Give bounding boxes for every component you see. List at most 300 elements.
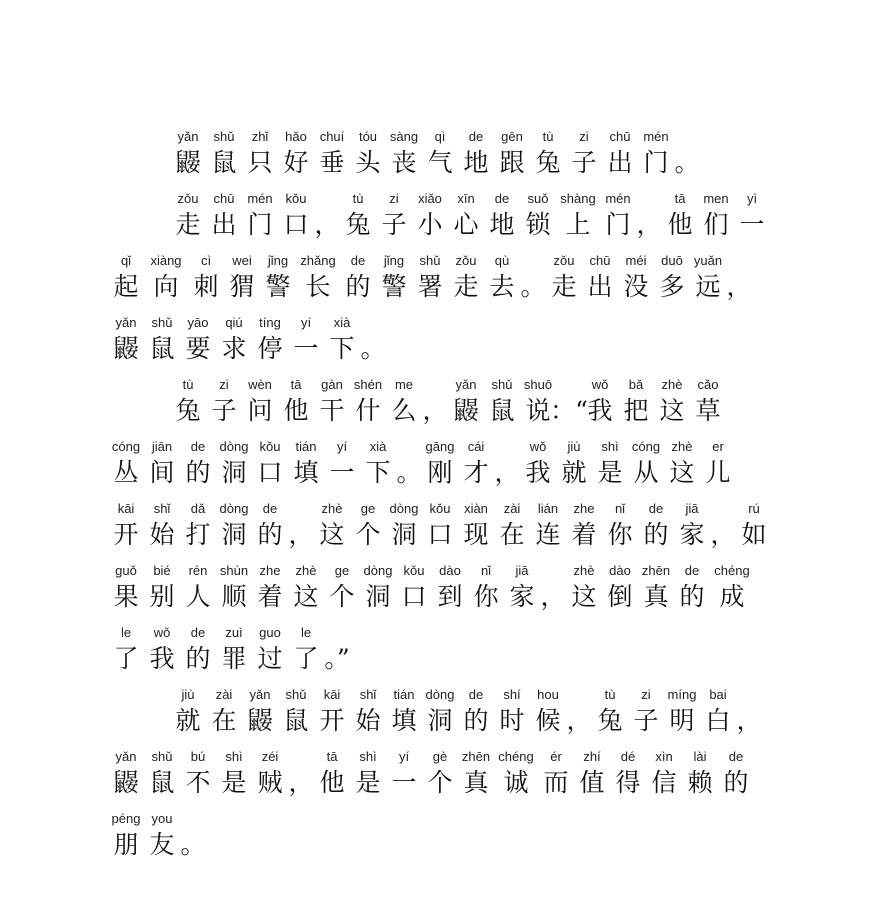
hanzi-character: ， xyxy=(314,210,340,239)
pinyin-label: yí xyxy=(398,749,410,764)
character-cell xyxy=(170,128,206,180)
punctuation-cell xyxy=(520,252,546,304)
character-cell xyxy=(376,252,412,304)
character-cell xyxy=(386,686,422,738)
pinyin-label: méi xyxy=(625,253,647,268)
hanzi-character: 得 xyxy=(615,768,641,797)
punctuation-cell xyxy=(422,376,448,428)
character-cell xyxy=(108,314,144,366)
character-cell xyxy=(520,190,556,242)
character-cell xyxy=(206,128,242,180)
hanzi-character: 去 xyxy=(489,272,515,301)
character-cell xyxy=(422,128,458,180)
pinyin-label: zhe xyxy=(573,501,595,516)
hanzi-character: 始 xyxy=(355,706,381,735)
character-cell xyxy=(646,748,682,800)
character-cell xyxy=(170,376,206,428)
character-cell xyxy=(216,562,252,614)
pinyin-label: shǔ xyxy=(419,253,441,268)
pinyin-label: yǎn xyxy=(455,377,477,392)
hanzi-character: 赖 xyxy=(687,768,713,797)
hanzi-character: 门 xyxy=(247,210,273,239)
pinyin-label: ge xyxy=(360,501,376,516)
pinyin-label: chū xyxy=(213,191,235,206)
character-cell xyxy=(144,624,180,676)
pinyin-label: chéng xyxy=(498,749,534,764)
pinyin-label: guo xyxy=(259,625,281,640)
character-cell xyxy=(386,500,422,552)
pinyin-label: shùn xyxy=(219,563,249,578)
pinyin-label: shì xyxy=(359,749,377,764)
hanzi-character: 到 xyxy=(437,582,463,611)
punctuation-cell xyxy=(288,500,314,552)
pinyin-label: kǒu xyxy=(259,439,281,454)
punctuation-cell xyxy=(566,686,592,738)
pinyin-label: lián xyxy=(537,501,559,516)
character-cell xyxy=(224,252,260,304)
character-cell xyxy=(690,376,726,428)
character-cell xyxy=(448,190,484,242)
character-cell xyxy=(324,438,360,490)
pinyin-label: yāo xyxy=(187,315,209,330)
character-cell xyxy=(422,748,458,800)
character-cell xyxy=(674,562,710,614)
character-cell xyxy=(360,438,396,490)
pinyin-label: gāng xyxy=(425,439,455,454)
hanzi-character: 刚 xyxy=(427,458,453,487)
pinyin-label: kǒu xyxy=(285,191,307,206)
pinyin-label: de xyxy=(494,191,510,206)
character-cell xyxy=(494,748,538,800)
hanzi-character: 这 xyxy=(659,396,685,425)
hanzi-character: 始 xyxy=(149,520,175,549)
pinyin-label: yǎn xyxy=(115,749,137,764)
hanzi-character: 值 xyxy=(579,768,605,797)
character-cell xyxy=(144,500,180,552)
character-cell xyxy=(296,252,340,304)
pinyin-label: shǔ xyxy=(491,377,513,392)
character-cell xyxy=(386,376,422,428)
hanzi-character: 人 xyxy=(185,582,211,611)
hanzi-character: 是 xyxy=(355,768,381,797)
character-cell xyxy=(350,128,386,180)
hanzi-character: 。 xyxy=(396,458,422,487)
character-cell xyxy=(314,500,350,552)
hanzi-character: 洞 xyxy=(427,706,453,735)
pinyin-label: zhè xyxy=(321,501,343,516)
hanzi-character: 候 xyxy=(535,706,561,735)
pinyin-label: le xyxy=(300,625,312,640)
hanzi-character: 他 xyxy=(667,210,693,239)
hanzi-character: 。 xyxy=(360,334,386,363)
hanzi-character: 下 xyxy=(365,458,391,487)
character-cell xyxy=(422,686,458,738)
hanzi-character: 着 xyxy=(257,582,283,611)
hanzi-character: 长 xyxy=(305,272,331,301)
character-cell xyxy=(664,686,700,738)
character-cell xyxy=(448,376,484,428)
pinyin-label: yuǎn xyxy=(693,253,723,268)
hanzi-character: 间 xyxy=(149,458,175,487)
pinyin-label: de xyxy=(190,439,206,454)
character-cell xyxy=(252,500,288,552)
character-cell xyxy=(662,190,698,242)
character-cell xyxy=(682,748,718,800)
hanzi-character: 打 xyxy=(185,520,211,549)
character-cell xyxy=(180,314,216,366)
character-cell xyxy=(216,438,252,490)
pinyin-label: tù xyxy=(352,191,364,206)
text-line xyxy=(108,128,768,180)
punctuation-cell xyxy=(736,686,762,738)
pinyin-label: péng xyxy=(111,811,141,826)
character-cell xyxy=(700,686,736,738)
pinyin-label: xiàng xyxy=(150,253,182,268)
character-cell xyxy=(170,190,206,242)
text-line xyxy=(108,562,768,614)
pinyin-label: shì xyxy=(225,749,243,764)
hanzi-character: 什 xyxy=(355,396,381,425)
pinyin-label: qì xyxy=(434,129,446,144)
character-cell xyxy=(674,500,710,552)
pinyin-label: wèn xyxy=(248,377,272,392)
character-cell xyxy=(216,624,252,676)
pinyin-label: rú xyxy=(748,501,760,516)
pinyin-label: zhe xyxy=(259,563,281,578)
pinyin-label: shǔ xyxy=(213,129,235,144)
hanzi-character: 上 xyxy=(565,210,591,239)
character-cell xyxy=(458,500,494,552)
hanzi-character: 鼹 xyxy=(175,148,201,177)
hanzi-character: 现 xyxy=(463,520,489,549)
character-cell xyxy=(566,128,602,180)
hanzi-character: 的 xyxy=(345,272,371,301)
hanzi-character: 口 xyxy=(283,210,309,239)
pinyin-label: míng xyxy=(667,687,697,702)
text-line xyxy=(108,624,768,676)
pinyin-label: chuí xyxy=(319,129,345,144)
character-cell xyxy=(288,624,324,676)
hanzi-character: 成 xyxy=(719,582,745,611)
pinyin-label: zi xyxy=(579,129,589,144)
character-cell xyxy=(188,252,224,304)
hanzi-character: 猬 xyxy=(229,272,255,301)
character-cell xyxy=(458,438,494,490)
character-cell xyxy=(108,500,144,552)
hanzi-character: 问 xyxy=(247,396,273,425)
pinyin-label: ge xyxy=(334,563,350,578)
pinyin-label: cì xyxy=(200,253,212,268)
pinyin-label: jiā xyxy=(515,563,529,578)
hanzi-character: 草 xyxy=(695,396,721,425)
pinyin-label: de xyxy=(728,749,744,764)
hanzi-character: 气 xyxy=(427,148,453,177)
pinyin-label: hǎo xyxy=(285,129,307,144)
character-cell xyxy=(504,562,540,614)
hanzi-character: 在 xyxy=(211,706,237,735)
hanzi-character: 鼹 xyxy=(247,706,273,735)
hanzi-character: 了 xyxy=(113,644,139,673)
pinyin-label: zhǎng xyxy=(300,253,336,268)
character-cell xyxy=(108,562,144,614)
hanzi-character: 时 xyxy=(499,706,525,735)
character-cell xyxy=(494,128,530,180)
hanzi-character: 鼠 xyxy=(489,396,515,425)
pinyin-label: kāi xyxy=(117,501,135,516)
hanzi-character: 鼠 xyxy=(283,706,309,735)
character-cell xyxy=(360,562,396,614)
hanzi-character: 他 xyxy=(319,768,345,797)
text-line xyxy=(108,748,768,800)
hanzi-character: 门 xyxy=(605,210,631,239)
pinyin-label: dé xyxy=(620,749,636,764)
pinyin-label: zi xyxy=(219,377,229,392)
character-cell xyxy=(216,748,252,800)
hanzi-character: 从 xyxy=(633,458,659,487)
character-cell xyxy=(340,252,376,304)
character-cell xyxy=(252,624,288,676)
character-cell xyxy=(376,190,412,242)
hanzi-character: 一 xyxy=(329,458,355,487)
character-cell xyxy=(664,438,700,490)
character-cell xyxy=(144,314,180,366)
character-cell xyxy=(242,376,278,428)
character-cell xyxy=(180,500,216,552)
hanzi-character: 出 xyxy=(607,148,633,177)
character-cell xyxy=(144,748,180,800)
hanzi-character: 的 xyxy=(185,458,211,487)
character-cell xyxy=(592,686,628,738)
text-line xyxy=(108,314,768,366)
hanzi-character: 鼠 xyxy=(211,148,237,177)
hanzi-character: 的 xyxy=(679,582,705,611)
pinyin-label: bǎ xyxy=(628,377,644,392)
hanzi-character: 个 xyxy=(427,768,453,797)
hanzi-character: 停 xyxy=(257,334,283,363)
hanzi-character: 子 xyxy=(381,210,407,239)
hanzi-character: 子 xyxy=(211,396,237,425)
character-cell xyxy=(582,376,618,428)
text-line xyxy=(108,376,768,428)
hanzi-character: 填 xyxy=(293,458,319,487)
character-cell xyxy=(108,748,144,800)
hanzi-character: 明 xyxy=(669,706,695,735)
pinyin-label: gēn xyxy=(501,129,523,144)
pinyin-label: shí xyxy=(503,687,521,702)
character-cell xyxy=(458,128,494,180)
pinyin-label: zi xyxy=(389,191,399,206)
text-line xyxy=(108,686,768,738)
pinyin-label: zǒu xyxy=(553,253,575,268)
hanzi-character: 白 xyxy=(705,706,731,735)
character-cell xyxy=(734,190,770,242)
hanzi-character: 的 xyxy=(643,520,669,549)
pinyin-label: shǐ xyxy=(153,501,171,516)
pinyin-label: zhí xyxy=(583,749,601,764)
hanzi-character: ， xyxy=(288,520,314,549)
hanzi-character: ， xyxy=(736,706,762,735)
pinyin-label: tù xyxy=(604,687,616,702)
hanzi-character: 多 xyxy=(659,272,685,301)
hanzi-character: 你 xyxy=(607,520,633,549)
character-cell xyxy=(278,128,314,180)
hanzi-character: 求 xyxy=(221,334,247,363)
hanzi-character: 说 xyxy=(525,396,551,425)
pinyin-label: cóng xyxy=(111,439,141,454)
character-cell xyxy=(180,438,216,490)
hanzi-character: ， xyxy=(726,272,752,301)
pinyin-label: shǐ xyxy=(359,687,377,702)
hanzi-character: ， xyxy=(540,582,566,611)
character-cell xyxy=(546,252,582,304)
hanzi-character: 垂 xyxy=(319,148,345,177)
pinyin-label: cǎo xyxy=(697,377,719,392)
character-cell xyxy=(386,128,422,180)
text-line xyxy=(108,810,768,862)
hanzi-character: 署 xyxy=(417,272,443,301)
pinyin-label: xià xyxy=(333,315,351,330)
pinyin-label: xiàn xyxy=(464,501,488,516)
hanzi-character: 走 xyxy=(551,272,577,301)
hanzi-character: 洞 xyxy=(221,520,247,549)
pinyin-label: yǎn xyxy=(177,129,199,144)
hanzi-character: 我 xyxy=(587,396,613,425)
character-cell xyxy=(216,314,252,366)
hanzi-character: ：“ xyxy=(550,396,588,425)
pinyin-label: tián xyxy=(393,687,415,702)
pinyin-label: shǔ xyxy=(285,687,307,702)
character-cell xyxy=(350,500,386,552)
character-cell xyxy=(144,438,180,490)
hanzi-character: 开 xyxy=(113,520,139,549)
hanzi-character: 而 xyxy=(543,768,569,797)
hanzi-character: 儿 xyxy=(705,458,731,487)
hanzi-character: 远 xyxy=(695,272,721,301)
pinyin-label: chū xyxy=(609,129,631,144)
pinyin-label: tā xyxy=(326,749,338,764)
hanzi-character: 走 xyxy=(453,272,479,301)
character-cell xyxy=(242,686,278,738)
pinyin-label: yì xyxy=(746,191,758,206)
hanzi-character: 家 xyxy=(509,582,535,611)
character-cell xyxy=(736,500,772,552)
hanzi-character: 果 xyxy=(113,582,139,611)
hanzi-character: 洞 xyxy=(391,520,417,549)
character-cell xyxy=(468,562,504,614)
character-cell xyxy=(566,562,602,614)
pinyin-label: tíng xyxy=(259,315,281,330)
pinyin-label: mén xyxy=(605,191,631,206)
character-cell xyxy=(628,438,664,490)
character-cell xyxy=(638,500,674,552)
character-cell xyxy=(602,500,638,552)
hanzi-character: 家 xyxy=(679,520,705,549)
pinyin-label: de xyxy=(468,129,484,144)
hanzi-character: 洞 xyxy=(221,458,247,487)
pinyin-label: gàn xyxy=(321,377,343,392)
pinyin-label: cóng xyxy=(631,439,661,454)
character-cell xyxy=(108,438,144,490)
character-cell xyxy=(340,190,376,242)
character-cell xyxy=(422,438,458,490)
pinyin-label: yǎn xyxy=(249,687,271,702)
pinyin-label: zi xyxy=(641,687,651,702)
hanzi-character: 一 xyxy=(739,210,765,239)
hanzi-character: 就 xyxy=(175,706,201,735)
hanzi-character: ， xyxy=(636,210,662,239)
character-cell xyxy=(252,438,288,490)
pinyin-label: kǒu xyxy=(429,501,451,516)
pinyin-label: zhè xyxy=(295,563,317,578)
hanzi-character: 兔 xyxy=(345,210,371,239)
hanzi-character: 这 xyxy=(293,582,319,611)
pinyin-label: lài xyxy=(693,749,707,764)
character-cell xyxy=(484,252,520,304)
character-cell xyxy=(602,128,638,180)
character-cell xyxy=(278,190,314,242)
pinyin-label: jǐng xyxy=(267,253,289,268)
pinyin-label: guǒ xyxy=(115,563,137,578)
character-cell xyxy=(314,686,350,738)
hanzi-character: 的 xyxy=(185,644,211,673)
hanzi-character: 你 xyxy=(473,582,499,611)
pinyin-label: jǐng xyxy=(383,253,405,268)
pinyin-label: zhēn xyxy=(461,749,491,764)
character-cell xyxy=(566,500,602,552)
character-cell xyxy=(698,190,734,242)
pinyin-label: chū xyxy=(589,253,611,268)
punctuation-cell xyxy=(396,438,422,490)
hanzi-character: 刺 xyxy=(193,272,219,301)
pinyin-label: xìn xyxy=(655,749,673,764)
hanzi-character: 门 xyxy=(643,148,669,177)
pinyin-label: yǎn xyxy=(115,315,137,330)
character-cell xyxy=(618,252,654,304)
pinyin-label: suǒ xyxy=(527,191,549,206)
hanzi-character: 个 xyxy=(355,520,381,549)
hanzi-character: 是 xyxy=(597,458,623,487)
character-cell xyxy=(108,252,144,304)
hanzi-character: 朋 xyxy=(113,830,139,859)
pinyin-label: shì xyxy=(601,439,619,454)
character-cell xyxy=(530,686,566,738)
pinyin-label: zhè xyxy=(661,377,683,392)
hanzi-character: 。 xyxy=(520,272,546,301)
pinyin-label: xià xyxy=(369,439,387,454)
hanzi-character: 信 xyxy=(651,768,677,797)
pinyin-label: jiù xyxy=(181,687,195,702)
pinyin-label: dào xyxy=(609,563,631,578)
pinyin-label: dǎ xyxy=(190,501,206,516)
hanzi-character: 警 xyxy=(265,272,291,301)
pinyin-label: mén xyxy=(247,191,273,206)
character-cell xyxy=(638,562,674,614)
hanzi-character: 下 xyxy=(329,334,355,363)
hanzi-character: 了 xyxy=(293,644,319,673)
hanzi-character: 一 xyxy=(293,334,319,363)
hanzi-character: 地 xyxy=(489,210,515,239)
character-cell xyxy=(144,252,188,304)
hanzi-character: 起 xyxy=(113,272,139,301)
punctuation-cell xyxy=(288,748,314,800)
hanzi-character: 。 xyxy=(674,148,700,177)
character-cell xyxy=(252,314,288,366)
hanzi-character: 的 xyxy=(257,520,283,549)
hanzi-character: 锁 xyxy=(525,210,551,239)
character-cell xyxy=(530,500,566,552)
pinyin-label: jiù xyxy=(567,439,581,454)
hanzi-character: 这 xyxy=(571,582,597,611)
